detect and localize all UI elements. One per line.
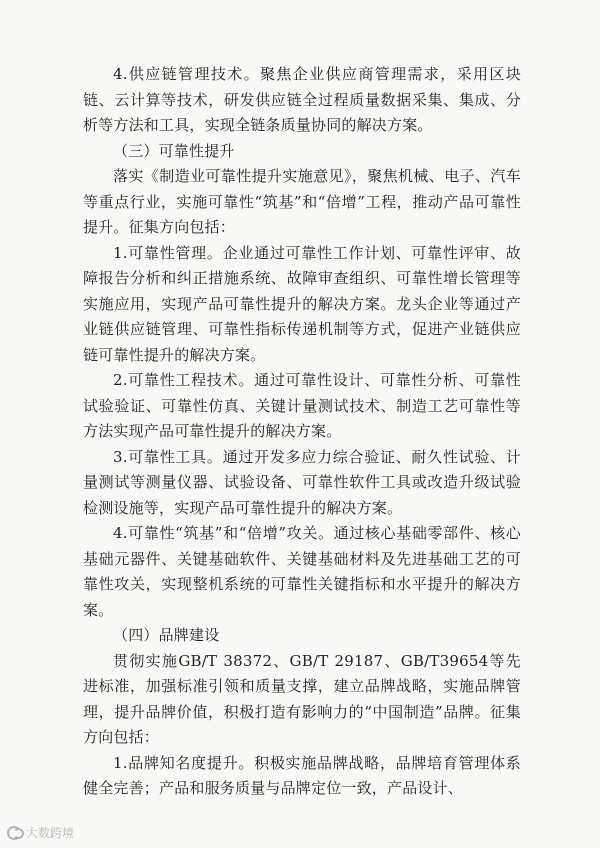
section-heading: （三）可靠性提升 [113,141,235,160]
watermark-text: 大数跨境 [26,825,75,840]
paragraph: 1.可靠性管理。企业通过可靠性工作计划、可靠性评审、故障报告分析和纠正措施系统、故障审查组织、可靠性增长管理等实施应用，实现产品可靠性提升的解决方案。龙头企业等通过产业链供应链管理、可靠性指标传递机制等方式，促进产业链供应链可靠性提升的解决方案。 [83,243,521,364]
paragraph: 2.可靠性工程技术。通过可靠性设计、可靠性分析、可靠性试验验证、可靠性仿真、关键计量测试技术、制造工艺可靠性等方法实现产品可靠性提升的解决方案。 [83,371,521,440]
paragraph: 贯彻实施GB/T 38372、GB/T 29187、GB/T39654等先进标准，加强标准引领和质量支撑，建立品牌战略，实施品牌管理，提升品牌价值，积极打造有影响力的“中国制造”品牌。征集方向包括： [83,651,521,746]
logo-icon [6,825,22,839]
section-heading: （四）品牌建设 [113,626,220,644]
paragraph: 落实《制造业可靠性提升实施意见》，聚焦机械、电子、汽车等重点行业，实施可靠性“筑基”和“倍增”工程，推动产品可靠性提升。征集方向包括： [83,167,521,236]
paragraph: 4.供应链管理技术。聚焦企业供应商管理需求，采用区块链、云计算等技术，研发供应链全过程质量数据采集、集成、分析等方法和工具，实现全链条质量协同的解决方案。 [83,65,521,134]
watermark [6,822,74,842]
paragraph: 1.品牌知名度提升。积极实施品牌战略，品牌培育管理体系健全完善；产品和服务质量与品牌定位一致，产品设计、 [83,753,521,797]
paragraph: 3.可靠性工具。通过开发多应力综合验证、耐久性试验、计量测试等测量仪器、试验设备、可靠性软件工具或改造升级试验检测设施等，实现产品可靠性提升的解决方案。 [83,447,521,517]
document-body [83,62,521,802]
paragraph: 4.可靠性“筑基”和“倍增”攻关。通过核心基础零部件、核心基础元器件、关键基础软件、关键基础材料及先进基础工艺的可靠性攻关，实现整机系统的可靠性关键指标和水平提升的解决方案。 [83,524,521,619]
